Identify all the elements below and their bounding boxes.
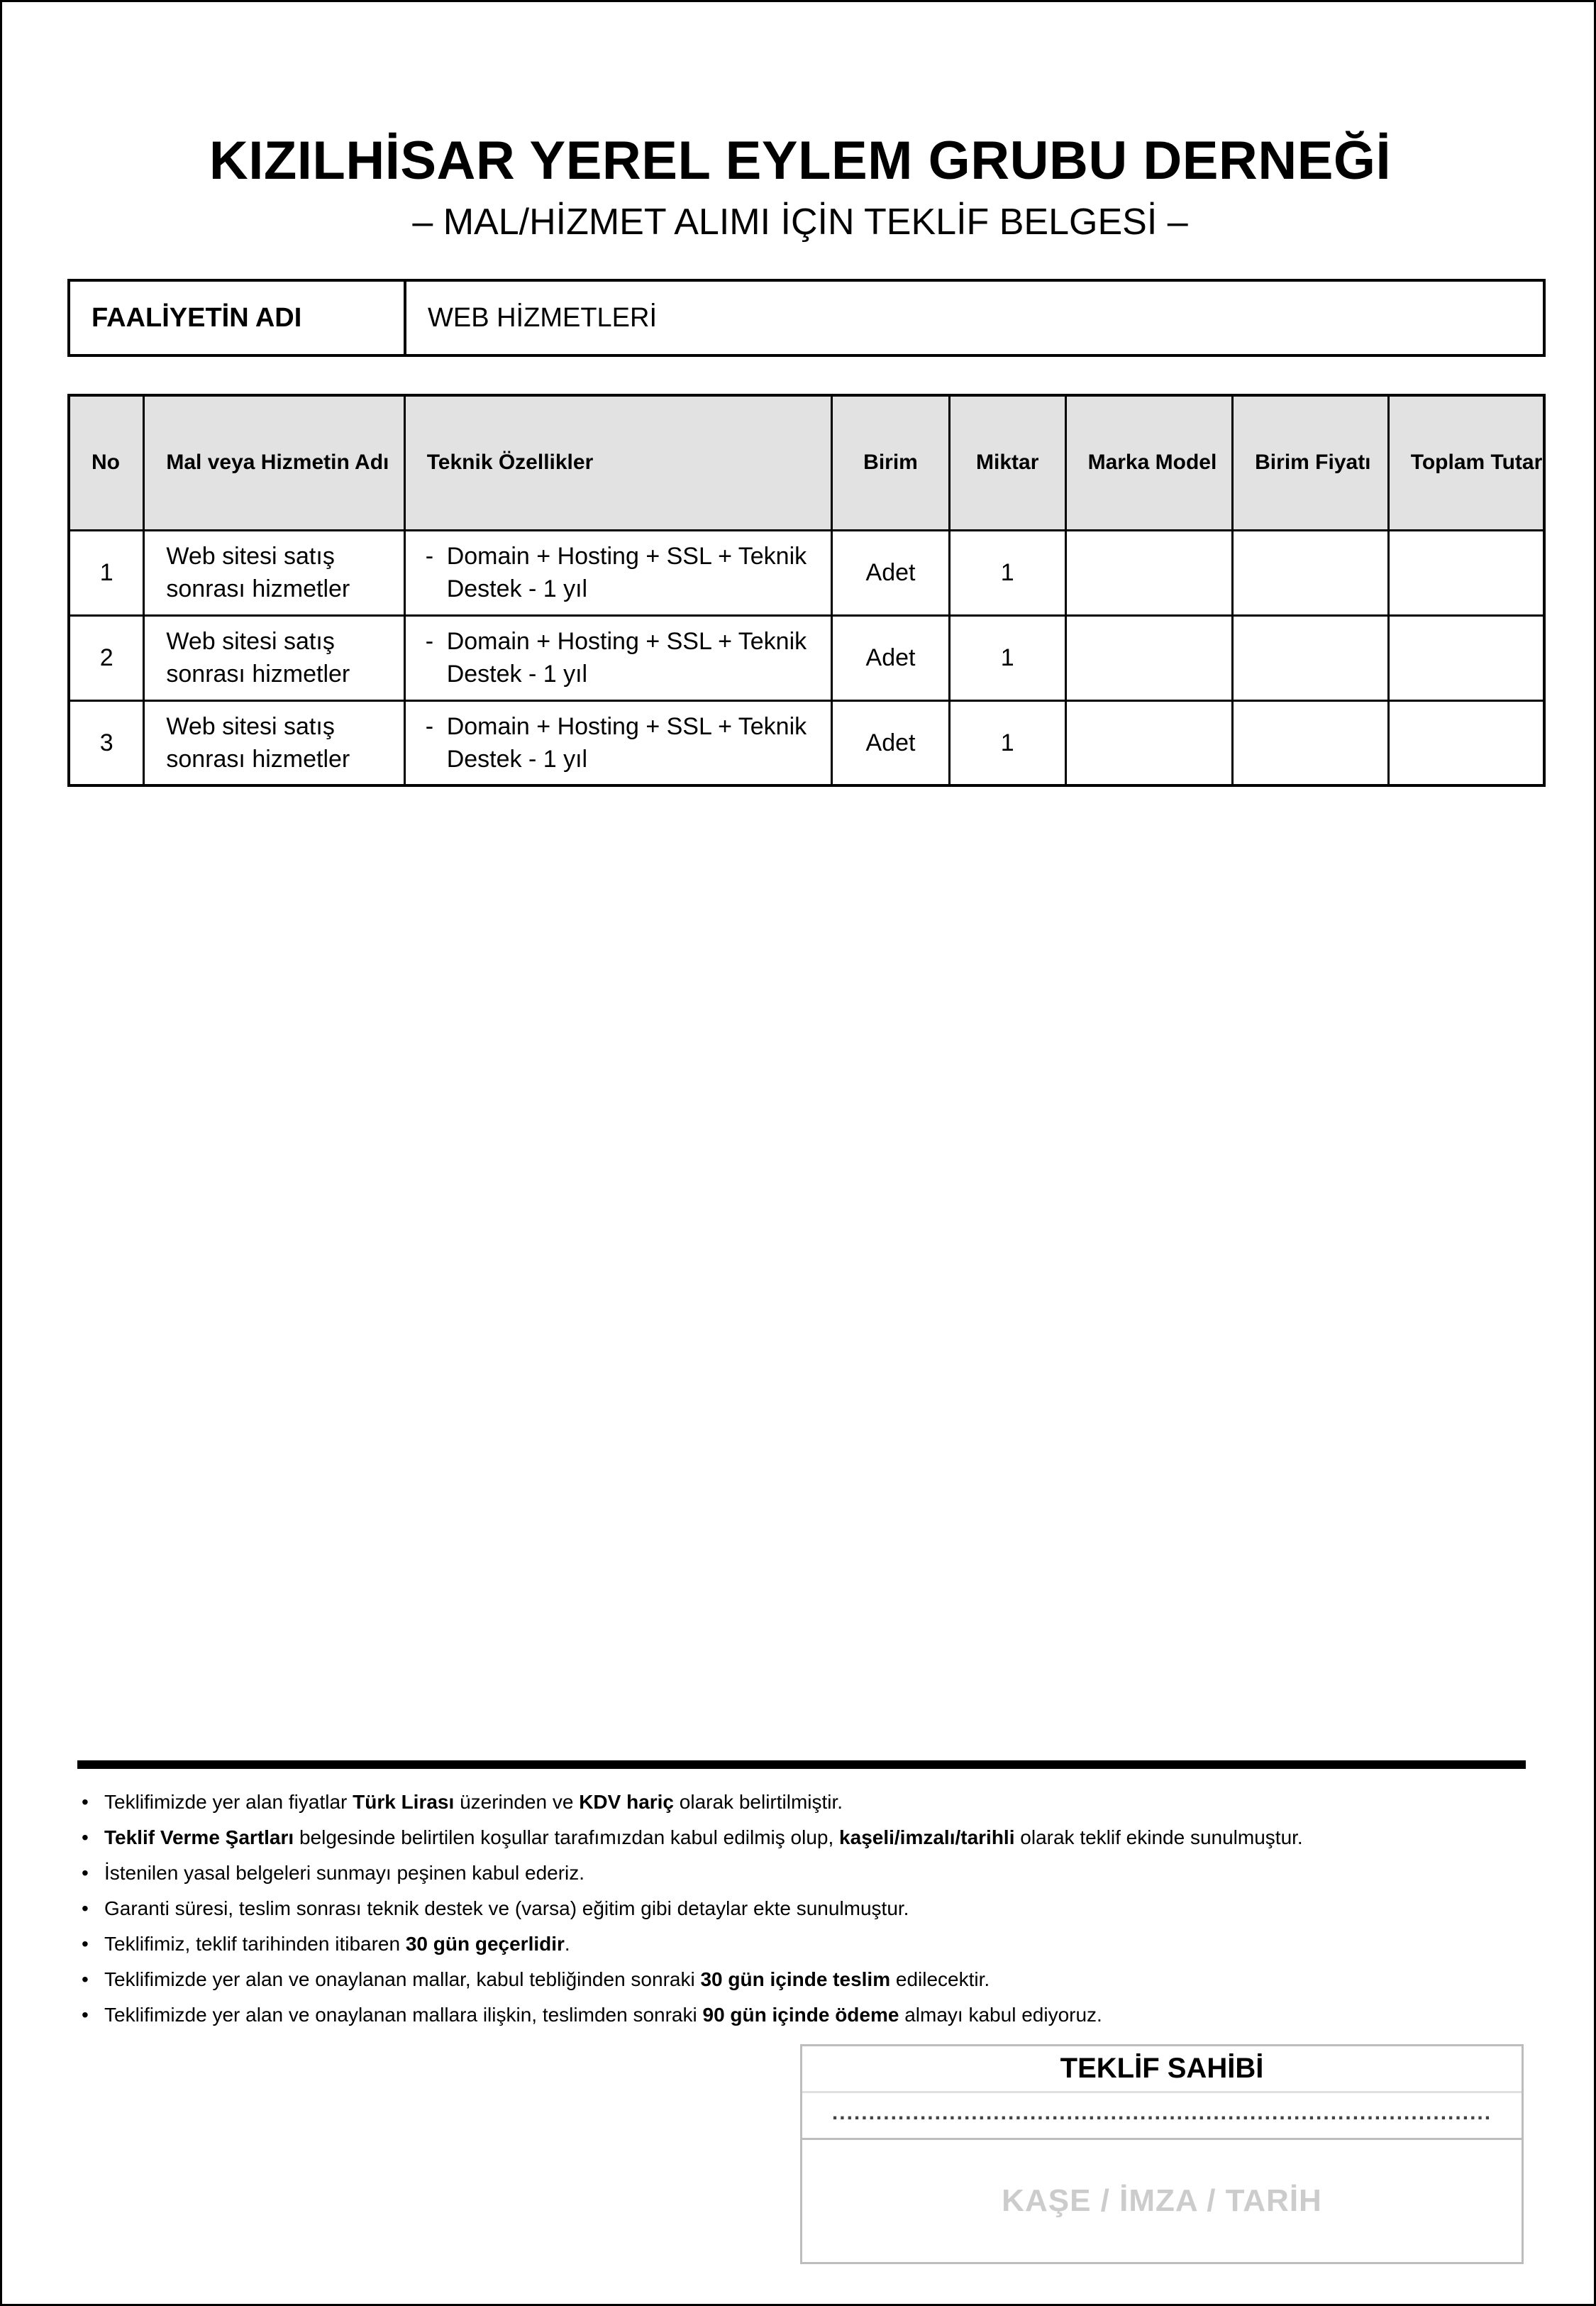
condition-item: • Garanti süresi, teslim sonrası teknik destek ve (varsa) eğitim gibi detaylar ekte sunulmuştur. bbox=[79, 1891, 1533, 1926]
row-unit-price[interactable] bbox=[1233, 615, 1389, 700]
row-unit: Adet bbox=[832, 700, 950, 785]
row-total[interactable] bbox=[1388, 615, 1544, 700]
stamp-signature-date-area[interactable]: KAŞE / İMZA / TARİH bbox=[1002, 2183, 1322, 2218]
row-brand[interactable] bbox=[1065, 700, 1233, 785]
column-header-brand: Marka Model bbox=[1065, 395, 1233, 530]
row-name: Web sitesi satış sonrası hizmetler bbox=[144, 700, 404, 785]
row-no: 3 bbox=[69, 700, 144, 785]
row-no: 1 bbox=[69, 530, 144, 615]
column-header-unit: Birim bbox=[832, 395, 950, 530]
column-header-name: Mal veya Hizmetin Adı bbox=[144, 395, 404, 530]
table-row bbox=[69, 615, 1544, 700]
table-header-row bbox=[69, 395, 1544, 530]
row-spec-text: Domain + Hosting + SSL + Teknik Destek - 1 yıl bbox=[446, 628, 807, 688]
row-qty: 1 bbox=[949, 700, 1065, 785]
row-qty: 1 bbox=[949, 615, 1065, 700]
bidder-title: TEKLİF SAHİBİ bbox=[802, 2046, 1522, 2093]
row-unit: Adet bbox=[832, 530, 950, 615]
condition-item: • Teklifimizde yer alan fiyatlar Türk Lirası üzerinden ve KDV hariç olarak belirtilmiştir. bbox=[79, 1784, 1533, 1820]
condition-item: • Teklifimiz, teklif tarihinden itibaren 30 gün geçerlidir. bbox=[79, 1926, 1533, 1962]
document-subtitle: – MAL/HİZMET ALIMI İÇİN TEKLİF BELGESİ – bbox=[412, 202, 1188, 243]
activity-label: FAALİYETİN ADI bbox=[70, 282, 406, 354]
items-table bbox=[67, 394, 1546, 787]
row-total[interactable] bbox=[1388, 530, 1544, 615]
row-brand[interactable] bbox=[1065, 615, 1233, 700]
row-no: 2 bbox=[69, 615, 144, 700]
row-name: Web sitesi satış sonrası hizmetler bbox=[144, 615, 404, 700]
bidder-name-line[interactable]: .......................................................................................... bbox=[802, 2093, 1522, 2140]
row-spec-text: Domain + Hosting + SSL + Teknik Destek - 1 yıl bbox=[446, 712, 807, 773]
row-spec: - Domain + Hosting + SSL + Teknik Destek - 1 yıl bbox=[404, 530, 831, 615]
column-header-spec: Teknik Özellikler bbox=[404, 395, 831, 530]
condition-item: • Teklif Verme Şartları belgesinde belirtilen koşullar tarafımızdan kabul edilmiş olup, kaşeli/imzalı/tarihli olarak teklif ekinde sunulmuştur. bbox=[79, 1820, 1533, 1855]
row-brand[interactable] bbox=[1065, 530, 1233, 615]
activity-value: WEB HİZMETLERİ bbox=[428, 302, 658, 333]
condition-item: • Teklifimizde yer alan ve onaylanan mallara ilişkin, teslimden sonraki 90 gün içinde ödeme almayı kabul ediyoruz. bbox=[79, 1997, 1533, 2033]
row-name: Web sitesi satış sonrası hizmetler bbox=[144, 530, 404, 615]
conditions-list bbox=[79, 1784, 1533, 2033]
row-unit-price[interactable] bbox=[1233, 530, 1389, 615]
row-qty: 1 bbox=[949, 530, 1065, 615]
row-spec-text: Domain + Hosting + SSL + Teknik Destek - 1 yıl bbox=[446, 543, 807, 602]
bidder-signature-box bbox=[800, 2044, 1524, 2264]
organization-title: KIZILHİSAR YEREL EYLEM GRUBU DERNEĞİ bbox=[209, 131, 1392, 191]
condition-item: • İstenilen yasal belgeleri sunmayı peşinen kabul ederiz. bbox=[79, 1855, 1533, 1891]
row-total[interactable] bbox=[1388, 700, 1544, 785]
table-row bbox=[69, 530, 1544, 615]
table-row bbox=[69, 700, 1544, 785]
row-unit: Adet bbox=[832, 615, 950, 700]
conditions-divider bbox=[77, 1760, 1526, 1769]
condition-item: • Teklifimizde yer alan ve onaylanan mallar, kabul tebliğinden sonraki 30 gün içinde teslim edilecektir. bbox=[79, 1962, 1533, 1997]
column-header-total: Toplam Tutar bbox=[1388, 395, 1544, 530]
row-spec: - Domain + Hosting + SSL + Teknik Destek - 1 yıl bbox=[404, 700, 831, 785]
activity-box bbox=[67, 279, 1546, 357]
row-unit-price[interactable] bbox=[1233, 700, 1389, 785]
column-header-no: No bbox=[69, 395, 144, 530]
column-header-qty: Miktar bbox=[949, 395, 1065, 530]
column-header-unit-price: Birim Fiyatı bbox=[1233, 395, 1389, 530]
row-spec: - Domain + Hosting + SSL + Teknik Destek - 1 yıl bbox=[404, 615, 831, 700]
